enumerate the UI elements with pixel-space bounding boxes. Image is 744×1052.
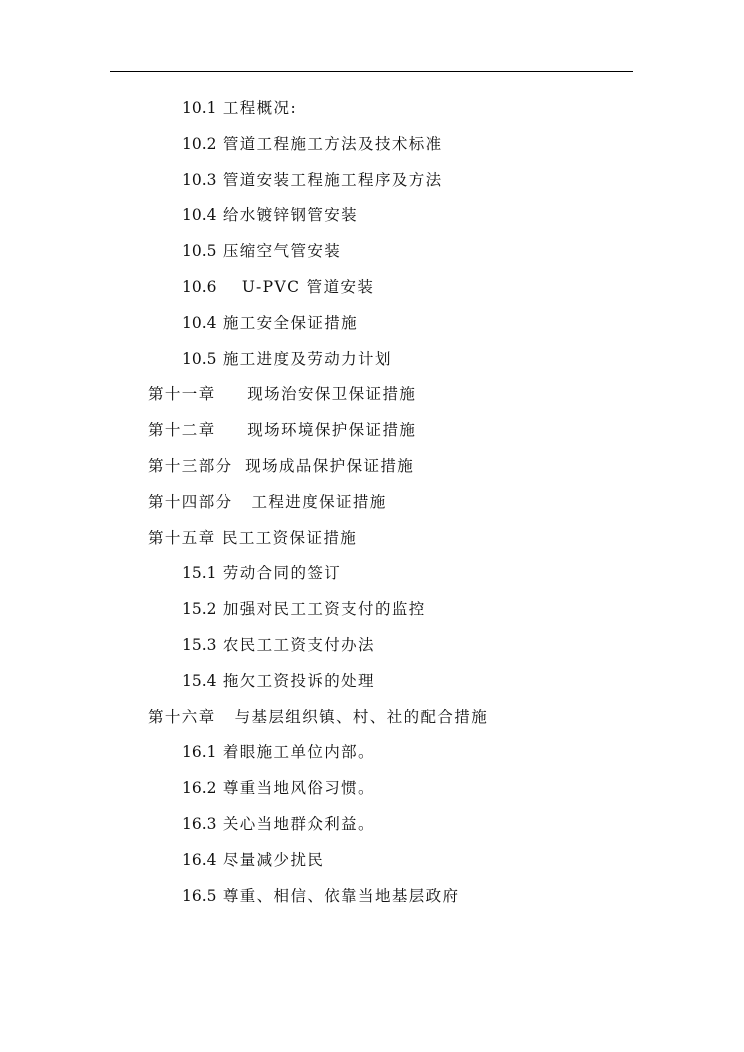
toc-chapter-number: 第十二章: [148, 421, 216, 440]
toc-entry: [0, 592, 744, 628]
toc-entry-number: 10.3: [182, 170, 217, 189]
toc-entry-number: 15.4: [182, 671, 217, 690]
toc-entry: [0, 807, 744, 843]
toc-entry-title: 施工进度及劳动力计划: [222, 349, 392, 368]
toc-entry-title: 管道安装工程施工程序及方法: [222, 170, 443, 189]
toc-entry: [0, 771, 744, 807]
toc-entry-title: 关心当地群众利益。: [222, 814, 375, 833]
toc-entry-title: 尊重当地风俗习惯。: [222, 779, 375, 798]
toc-entry-title: 着眼施工单位内部。: [222, 743, 375, 762]
toc-entry: [0, 234, 744, 270]
toc-chapter-number: 第十四部分: [148, 492, 233, 511]
toc-entry-number: 10.5: [182, 242, 217, 261]
toc-entry: [0, 628, 744, 664]
toc-entry-number: 10.6: [182, 277, 217, 296]
toc-chapter-entry: [0, 521, 744, 557]
toc-chapter-entry: [0, 449, 744, 485]
toc-entry-title: 拖欠工资投诉的处理: [222, 671, 375, 690]
toc-entry-number: 15.1: [182, 564, 217, 583]
toc-entry: [0, 198, 744, 234]
toc-entry-number: 10.4: [182, 313, 217, 332]
toc-entry-separator: [216, 708, 235, 726]
toc-chapter-number: 第十六章: [148, 707, 216, 726]
toc-entry: [0, 270, 744, 306]
header-rule: [110, 71, 633, 72]
toc-entry-title: 管道工程施工方法及技术标准: [222, 134, 443, 153]
toc-entry-number: 16.5: [182, 886, 217, 905]
toc-entry: [0, 879, 744, 915]
toc-entry-title: 劳动合同的签订: [222, 564, 342, 583]
toc-entry: [0, 91, 744, 127]
toc-entry: [0, 306, 744, 342]
toc-entry-number: 10.5: [182, 349, 217, 368]
toc-chapter-entry: [0, 413, 744, 449]
toc-entry: [0, 735, 744, 771]
toc-entry-number: 10.4: [182, 206, 217, 225]
toc-entry-title: 给水镀锌钢管安装: [222, 206, 359, 225]
toc-chapter-number: 第十一章: [148, 385, 216, 404]
toc-chapter-number: 第十三部分: [148, 456, 233, 475]
toc-entry-number: 16.1: [182, 743, 217, 762]
toc-chapter-entry: [0, 377, 744, 413]
table-of-contents: [0, 91, 744, 914]
toc-entry: [0, 163, 744, 199]
toc-entry-number: 15.2: [182, 600, 217, 619]
toc-entry-title: 工程概况:: [222, 99, 298, 117]
toc-chapter-title: 现场成品保护保证措施: [245, 456, 415, 475]
toc-entry: [0, 556, 744, 592]
toc-entry-title: 尊重、相信、依靠当地基层政府: [222, 886, 460, 905]
toc-chapter-title: 与基层组织镇、村、社的配合措施: [234, 707, 489, 726]
toc-entry-number: 15.3: [182, 635, 217, 654]
toc-entry-number: 16.3: [182, 814, 217, 833]
toc-entry: [0, 127, 744, 163]
toc-entry-separator: [233, 457, 246, 475]
toc-entry-number: 16.2: [182, 779, 217, 798]
toc-entry: [0, 843, 744, 879]
toc-entry-title: 施工安全保证措施: [222, 313, 359, 332]
toc-entry-separator: [216, 421, 248, 439]
toc-entry-separator: [233, 493, 252, 511]
toc-entry-title: 加强对民工工资支付的监控: [222, 600, 426, 619]
toc-chapter-entry: [0, 485, 744, 521]
toc-entry-title: U-PVC 管道安装: [241, 277, 375, 296]
toc-entry-title: 压缩空气管安装: [222, 242, 342, 261]
toc-entry-number: 16.4: [182, 850, 217, 869]
toc-entry-number: 10.1: [182, 99, 217, 117]
toc-entry-separator: [216, 385, 248, 403]
toc-chapter-title: 工程进度保证措施: [251, 492, 387, 511]
toc-entry: [0, 664, 744, 700]
toc-entry-title: 农民工工资支付办法: [222, 635, 375, 654]
toc-entry-separator: [217, 278, 242, 296]
toc-entry-title: 尽量减少扰民: [222, 850, 325, 869]
toc-chapter-title: 民工工资保证措施: [221, 528, 358, 547]
toc-chapter-title: 现场环境保护保证措施: [247, 421, 417, 440]
toc-entry: [0, 342, 744, 378]
toc-chapter-title: 现场治安保卫保证措施: [247, 385, 417, 404]
toc-entry-number: 10.2: [182, 134, 217, 153]
toc-chapter-entry: [0, 700, 744, 736]
toc-chapter-number: 第十五章: [148, 528, 216, 547]
